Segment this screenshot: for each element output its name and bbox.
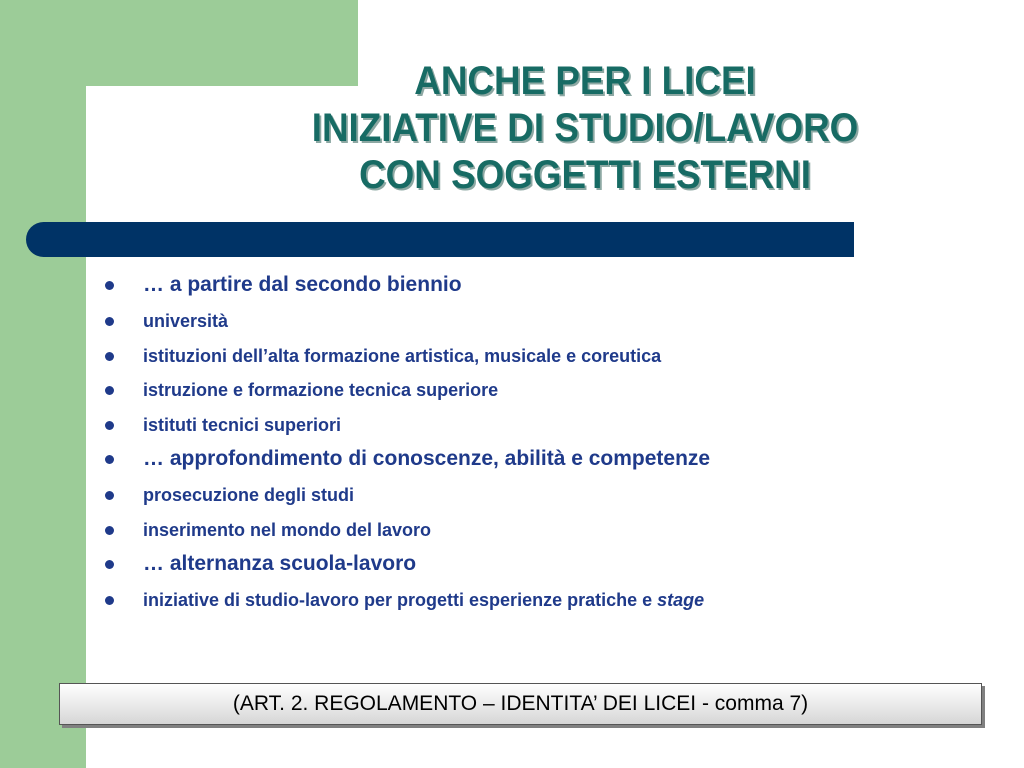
bullet-item	[103, 547, 710, 583]
title-line-2: INIZIATIVE DI STUDIO/LAVORO	[311, 106, 859, 150]
slide-title	[231, 58, 939, 199]
bullet-text: istruzione e formazione tecnica superiore	[143, 380, 499, 400]
bullet-item	[103, 478, 710, 513]
bullet-icon	[105, 352, 114, 361]
left-green-band	[0, 0, 86, 768]
bullet-item	[103, 583, 710, 618]
bullet-item	[103, 268, 710, 304]
bullet-text: iniziative di studio-lavoro per progetti esperienze pratiche e	[143, 590, 658, 610]
bullet-icon	[105, 281, 114, 290]
bullet-icon	[105, 455, 114, 464]
bullet-item	[103, 408, 710, 443]
bullet-icon	[105, 560, 114, 569]
bullet-text: università	[143, 311, 229, 331]
footer-reference-box	[59, 683, 982, 725]
bullet-text: inserimento nel mondo del lavoro	[143, 519, 432, 540]
title-line-1: ANCHE PER I LICEI	[414, 59, 756, 103]
title-line-3: CON SOGGETTI ESTERNI	[359, 153, 811, 197]
bullet-item	[103, 442, 710, 478]
bullet-text: istituzioni dell’alta formazione artistica, musicale e coreutica	[143, 345, 662, 366]
bullet-icon	[105, 596, 114, 605]
bullet-item	[103, 304, 710, 339]
bullet-text: … alternanza scuola-lavoro	[143, 552, 417, 575]
bullet-text: … approfondimento di conoscenze, abilità e competenze	[143, 447, 711, 470]
title-divider-bar	[26, 222, 854, 257]
bullet-item	[103, 373, 710, 408]
rounded-corner	[86, 86, 146, 146]
bullet-icon	[105, 526, 114, 535]
bullet-icon	[105, 317, 114, 326]
bullet-list	[103, 268, 710, 618]
bullet-item	[103, 339, 710, 374]
bullet-icon	[105, 421, 114, 430]
bullet-text: prosecuzione degli studi	[143, 485, 355, 505]
footer-text: (ART. 2. REGOLAMENTO – IDENTITA’ DEI LICEI - comma 7)	[232, 692, 809, 715]
bullet-item	[103, 513, 710, 548]
bullet-text: istituti tecnici superiori	[143, 414, 342, 435]
bullet-icon	[105, 386, 114, 395]
bullet-text: … a partire dal secondo biennio	[143, 273, 462, 296]
bullet-italic-word: stage	[657, 590, 705, 610]
bullet-icon	[105, 491, 114, 500]
